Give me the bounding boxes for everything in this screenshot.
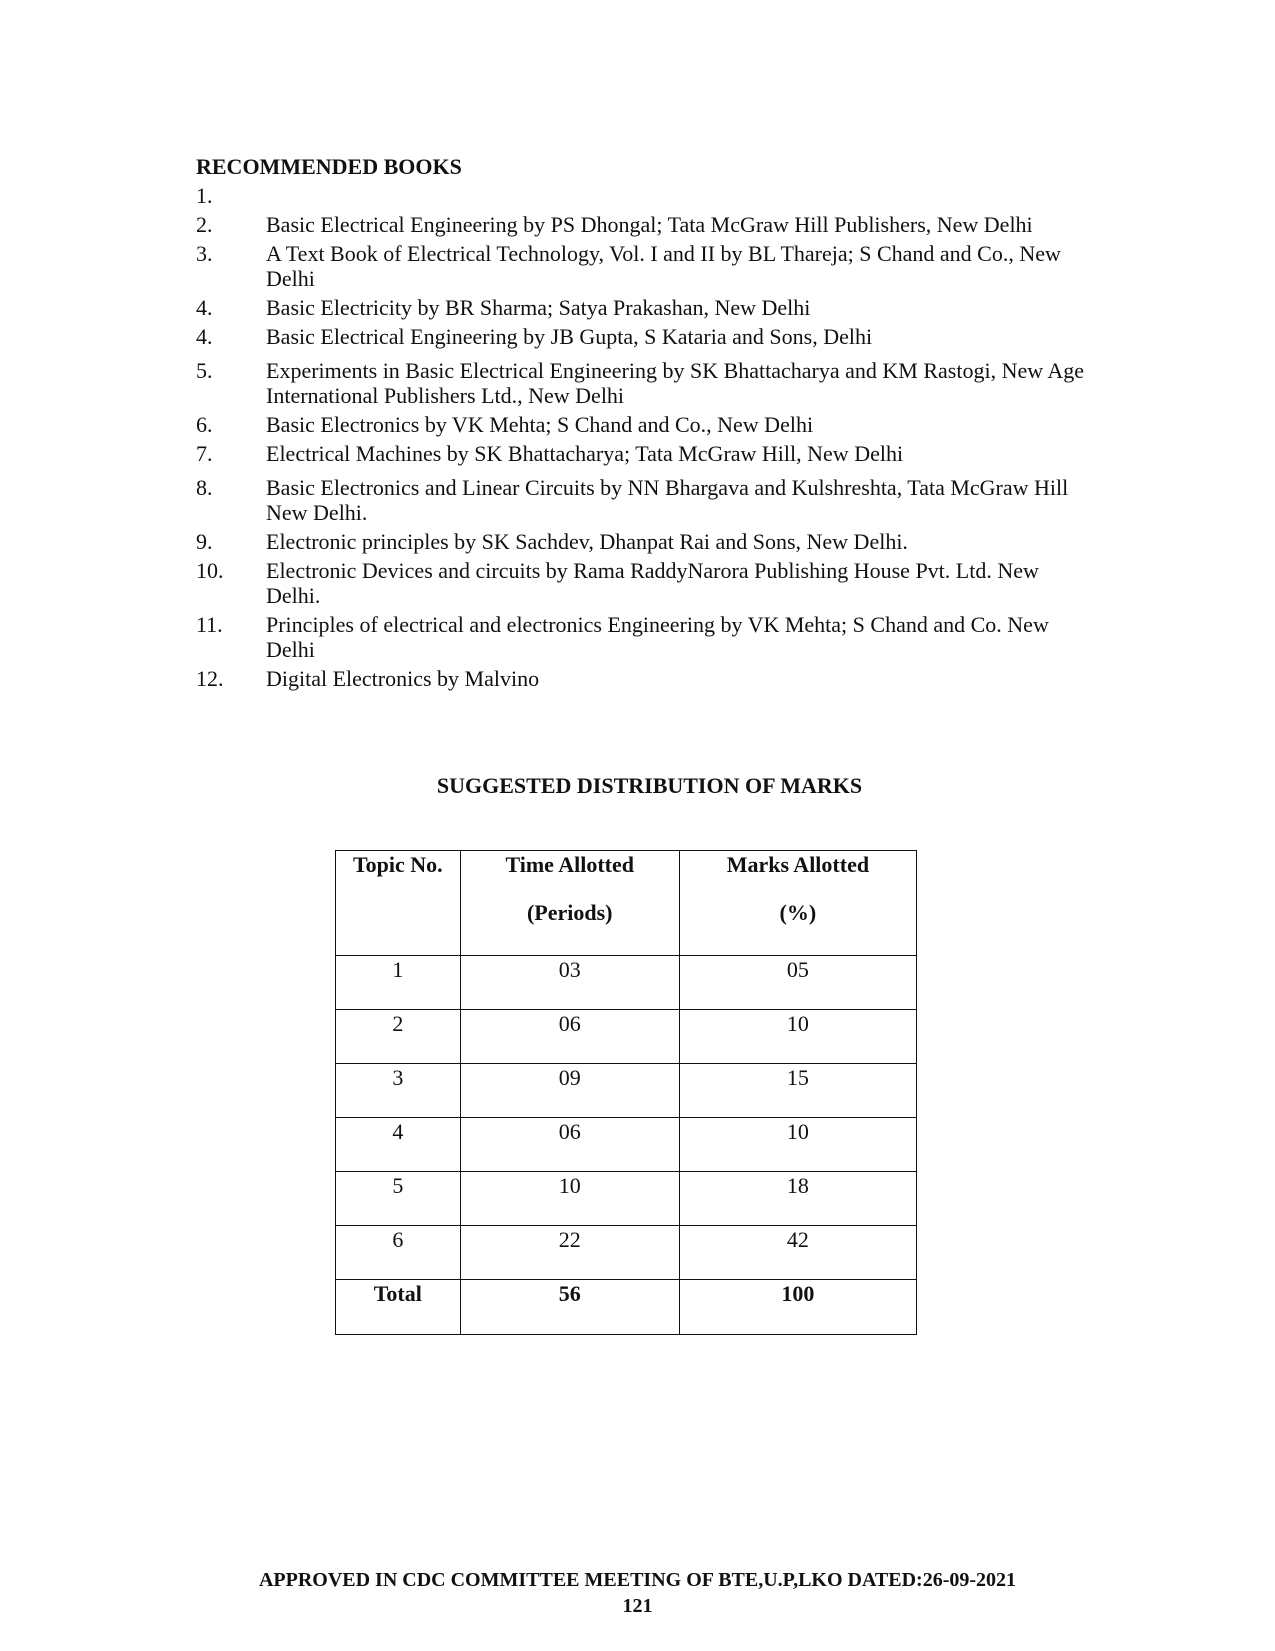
topic-number-cell: 2: [336, 1010, 461, 1064]
book-item: [196, 441, 1096, 466]
marks-allotted-cell: 10: [679, 1118, 916, 1172]
book-number: 5.: [196, 358, 213, 383]
topic-number-cell: 6: [336, 1226, 461, 1280]
book-item: [196, 529, 1096, 554]
table-header-row: [336, 851, 917, 956]
marks-allotted-cell: 18: [679, 1172, 916, 1226]
book-title: Basic Electronics and Linear Circuits by NN Bhargava and Kulshreshta, Tata McGraw Hill New Delhi.: [266, 475, 1069, 525]
book-item: [196, 183, 1096, 208]
page-footer: [0, 1567, 1275, 1619]
topic-number-cell: 4: [336, 1118, 461, 1172]
header-time-allotted: Time Allotted (Periods): [460, 851, 679, 956]
book-item: [196, 412, 1096, 437]
book-number: 4.: [196, 295, 213, 320]
topic-number-cell: 3: [336, 1064, 461, 1118]
book-item: [196, 241, 1096, 291]
time-allotted-cell: 03: [460, 956, 679, 1010]
book-title: Electronic Devices and circuits by Rama RaddyNarora Publishing House Pvt. Ltd. New Delhi.: [266, 558, 1039, 608]
table-row: [336, 956, 917, 1010]
table-row: [336, 1010, 917, 1064]
book-item: [196, 295, 1096, 320]
marks-allotted-cell: 15: [679, 1064, 916, 1118]
marks-distribution-table: [335, 850, 917, 1335]
table-row: [336, 1118, 917, 1172]
book-number: 4.: [196, 324, 213, 349]
topic-number-cell: 1: [336, 956, 461, 1010]
total-marks-cell: 100: [679, 1280, 916, 1335]
table-total-row: [336, 1280, 917, 1335]
page-number: 121: [622, 1595, 653, 1617]
approval-note: APPROVED IN CDC COMMITTEE MEETING OF BTE,U.P,LKO DATED:26-09-2021: [258, 1569, 1017, 1591]
marks-allotted-cell: 42: [679, 1226, 916, 1280]
marks-distribution-heading: [0, 773, 1275, 799]
book-number: 11.: [196, 612, 223, 637]
table-row: [336, 1064, 917, 1118]
book-title: Electrical Machines by SK Bhattacharya; Tata McGraw Hill, New Delhi: [266, 441, 904, 466]
book-item: [196, 558, 1096, 608]
book-number: 1.: [196, 183, 213, 208]
topic-number-cell: 5: [336, 1172, 461, 1226]
header-marks-allotted: Marks Allotted (%): [679, 851, 916, 956]
book-number: 7.: [196, 441, 213, 466]
recommended-books-list: [196, 183, 1096, 695]
book-number: 12.: [196, 666, 224, 691]
book-title: [266, 183, 1096, 208]
book-title: Basic Electronics by VK Mehta; S Chand and Co., New Delhi: [266, 412, 814, 437]
book-title: Basic Electrical Engineering by PS Dhongal; Tata McGraw Hill Publishers, New Delhi: [266, 212, 1033, 237]
marks-allotted-cell: 05: [679, 956, 916, 1010]
time-allotted-cell: 10: [460, 1172, 679, 1226]
book-title: Digital Electronics by Malvino: [266, 666, 540, 691]
recommended-books-heading: RECOMMENDED BOOKS: [196, 154, 462, 179]
book-item: [196, 212, 1096, 237]
header-topic-no: Topic No.: [336, 851, 461, 956]
total-label-cell: Total: [336, 1280, 461, 1335]
book-item: [196, 358, 1096, 408]
book-number: 9.: [196, 529, 213, 554]
book-title: Principles of electrical and electronics Engineering by VK Mehta; S Chand and Co. New Delhi: [266, 612, 1049, 662]
book-number: 2.: [196, 212, 213, 237]
book-item: [196, 475, 1096, 525]
time-allotted-cell: 06: [460, 1010, 679, 1064]
time-allotted-cell: 22: [460, 1226, 679, 1280]
marks-allotted-cell: 10: [679, 1010, 916, 1064]
book-title: Basic Electrical Engineering by JB Gupta, S Kataria and Sons, Delhi: [266, 324, 873, 349]
book-title: A Text Book of Electrical Technology, Vol. I and II by BL Thareja; S Chand and Co., New Delhi: [266, 241, 1061, 291]
book-title: Basic Electricity by BR Sharma; Satya Prakashan, New Delhi: [266, 295, 811, 320]
book-number: 3.: [196, 241, 213, 266]
total-time-cell: 56: [460, 1280, 679, 1335]
book-title: Electronic principles by SK Sachdev, Dhanpat Rai and Sons, New Delhi.: [266, 529, 908, 554]
book-item: [196, 324, 1096, 349]
table-row: [336, 1172, 917, 1226]
book-number: 8.: [196, 475, 213, 500]
time-allotted-cell: 06: [460, 1118, 679, 1172]
book-item: [196, 666, 1096, 691]
book-title: Experiments in Basic Electrical Engineering by SK Bhattacharya and KM Rastogi, New Age International Publishers Ltd., New Delhi: [266, 358, 1085, 408]
book-number: 6.: [196, 412, 213, 437]
book-number: 10.: [196, 558, 224, 583]
marks-distribution-heading-text: SUGGESTED DISTRIBUTION OF MARKS: [436, 773, 863, 798]
table-row: [336, 1226, 917, 1280]
book-item: [196, 612, 1096, 662]
time-allotted-cell: 09: [460, 1064, 679, 1118]
